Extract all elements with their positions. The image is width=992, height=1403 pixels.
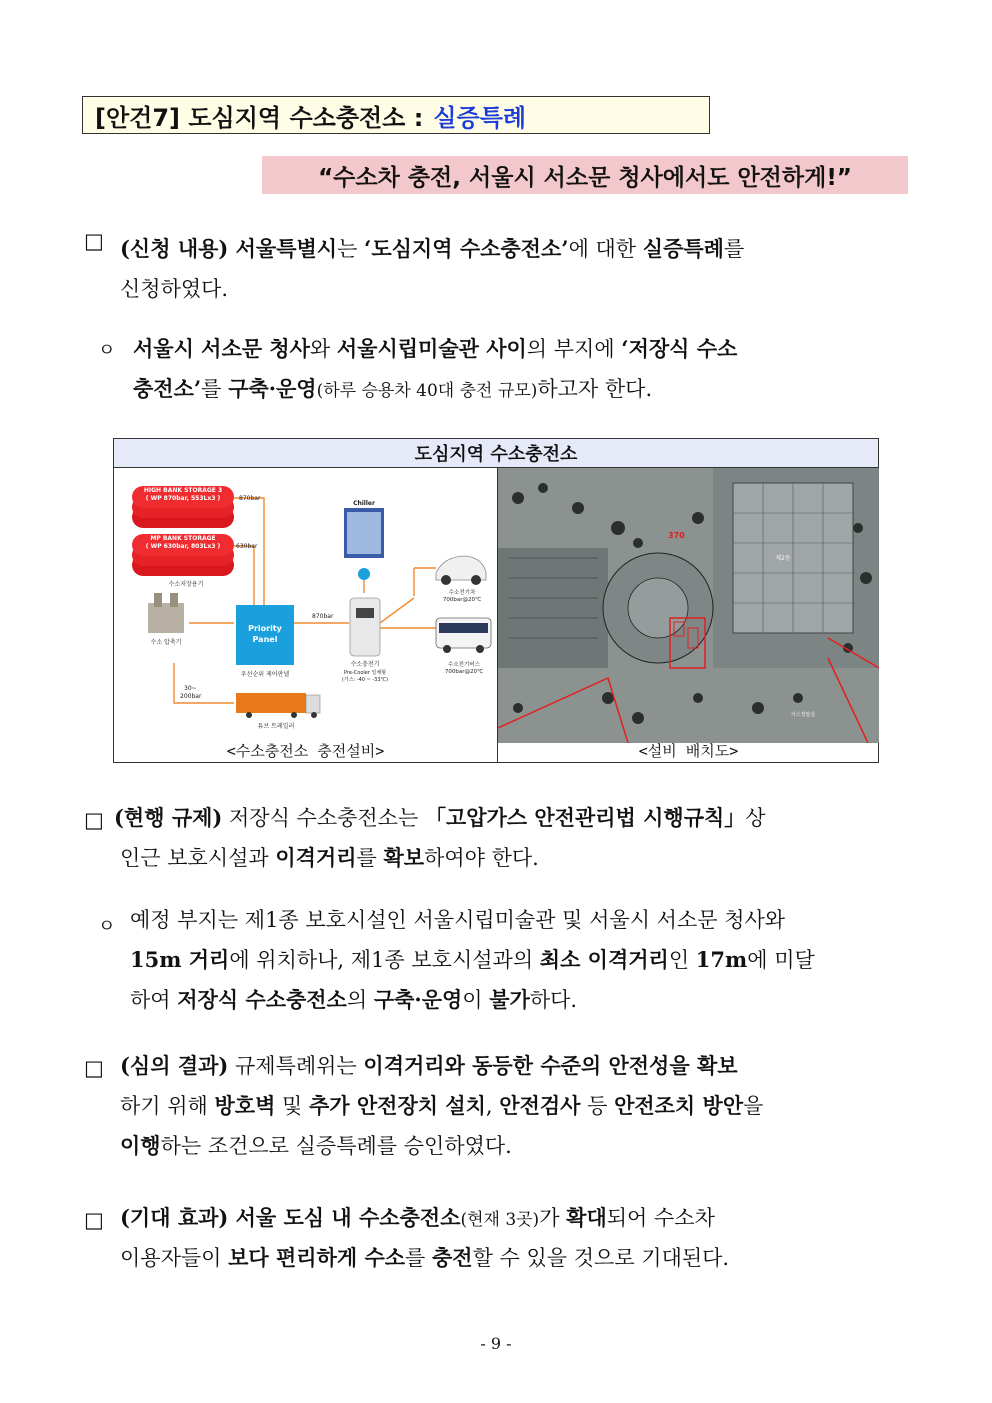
pressure-30-label: 30~ — [184, 685, 197, 692]
left-figure-caption: <수소충전소 충전설비> — [226, 742, 385, 760]
equipment-flow-diagram — [114, 468, 497, 743]
fuel-cell-car-icon — [436, 556, 486, 585]
gas-temp-label: (가스: -40 ~ -33℃) — [341, 677, 389, 683]
section2-line1: (현행 규제) 저장식 수소충전소는 「고압가스 안전관리법 시행규칙」상 — [114, 805, 766, 830]
pressure-630-label: 630bar — [236, 543, 258, 550]
section1-line1: (신청 내용) 서울특별시는 ‘도심지역 수소충전소’에 대한 실증특례를 — [120, 236, 745, 261]
figure-header: 도심지역 수소충전소 — [114, 439, 878, 468]
sub-bullet-1: ㅇ — [98, 340, 116, 361]
section4-line1: (기대 효과) 서울 도심 내 수소충전소(현재 3곳)가 확대되어 수소차 — [120, 1205, 715, 1230]
section1-sub-line1: 서울시 서소문 청사와 서울시립미술관 사이의 부지에 ‘저장식 수소 — [133, 336, 738, 361]
trailer-label: 튜브 트레일러 — [257, 723, 295, 730]
aerial-site-map — [498, 468, 879, 743]
map-tag-label: 370 — [668, 531, 685, 540]
section2-sub-line3: 하여 저장식 수소충전소의 구축·운영이 불가하다. — [130, 987, 578, 1012]
checkbox-bullet-4: □ — [84, 1208, 104, 1232]
agenda-title-prefix: [안건7] 도심지역 수소충전소 : — [95, 103, 424, 132]
section3-line2: 하기 위해 방호벽 및 추가 안전장치 설치, 안전검사 등 안전조치 방안을 — [120, 1093, 764, 1118]
agenda-title — [82, 96, 710, 134]
high-bank-label: HIGH BANK STORAGE 3 — [143, 487, 223, 494]
checkbox-bullet-1: □ — [84, 229, 104, 253]
charging-station-figure — [113, 438, 879, 763]
map-gas-room-label: 가스정압실 — [790, 712, 816, 718]
section3-line3: 이행하는 조건으로 실증특례를 승인하였다. — [120, 1133, 512, 1158]
pressure-200-label: 200bar — [180, 693, 202, 700]
section1-sub-line2: 충전소’를 구축·운영(하루 승용차 40대 충전 규모)하고자 한다. — [133, 376, 653, 401]
chiller-icon — [344, 508, 384, 558]
fuel-cell-bus-icon — [436, 618, 491, 653]
map-building-label: 제2동 — [775, 555, 791, 562]
bus-spec: 700bar@20℃ — [444, 669, 484, 675]
page-number: - 9 - — [480, 1334, 512, 1353]
section2-sub-line2: 15m 거리에 위치하나, 제1종 보호시설과의 최소 이격거리인 17m에 미달 — [130, 947, 815, 972]
pressure-870-label: 870bar — [239, 495, 261, 502]
section2-line2: 인근 보호시설과 이격거리를 확보하여야 한다. — [120, 845, 539, 870]
pump-icon — [358, 568, 370, 580]
panel-label-1: Priority — [248, 624, 282, 633]
bus-label: 수소전기버스 — [448, 662, 480, 668]
storage-label: 수소저장용기 — [168, 581, 204, 588]
section1-line2: 신청하였다. — [120, 277, 229, 301]
mp-bank-label: MP BANK STORAGE — [150, 535, 216, 542]
dispenser-label: 수소충전기 — [350, 661, 380, 668]
charging-equipment-diagram — [114, 468, 498, 763]
headline-quote: “수소차 충전, 서울시 서소문 청사에서도 안전하게!” — [262, 156, 908, 194]
section3-line1: (심의 결과) 규제특례위는 이격거리와 동등한 수준의 안전성을 확보 — [120, 1053, 738, 1078]
chiller-label: Chiller — [353, 500, 375, 507]
precooler-label: Pre-Cooler 일체형 — [344, 670, 386, 676]
agenda-title-highlight: 실증특례 — [433, 103, 527, 132]
section4-line2: 이용자들이 보다 편리하게 수소를 충전할 수 있을 것으로 기대된다. — [120, 1245, 730, 1270]
section2-sub-line1: 예정 부지는 제1종 보호시설인 서울시립미술관 및 서울시 서소문 청사와 — [130, 908, 786, 932]
site-layout-map — [498, 468, 879, 763]
mp-bank-spec: ( WP 630bar, 803Lx3 ) — [145, 543, 221, 550]
checkbox-bullet-2: □ — [84, 808, 104, 832]
high-bank-spec: ( WP 870bar, 553Lx3 ) — [145, 495, 221, 502]
panel-label-2: Panel — [252, 635, 278, 644]
checkbox-bullet-3: □ — [84, 1056, 104, 1080]
tube-trailer-icon — [236, 693, 320, 718]
panel-caption: 우선순위 제어판넬 — [240, 671, 290, 678]
car-spec: 700bar@20℃ — [442, 597, 482, 603]
compressor-icon — [148, 593, 184, 633]
sub-bullet-2: ㅇ — [98, 916, 116, 937]
pressure-870b-label: 870bar — [312, 613, 334, 620]
compressor-label: 수소 압축기 — [150, 639, 182, 646]
right-figure-caption: <설비 배치도> — [638, 742, 739, 760]
dispenser-icon — [350, 598, 380, 656]
car-label: 수소전기차 — [448, 590, 476, 596]
